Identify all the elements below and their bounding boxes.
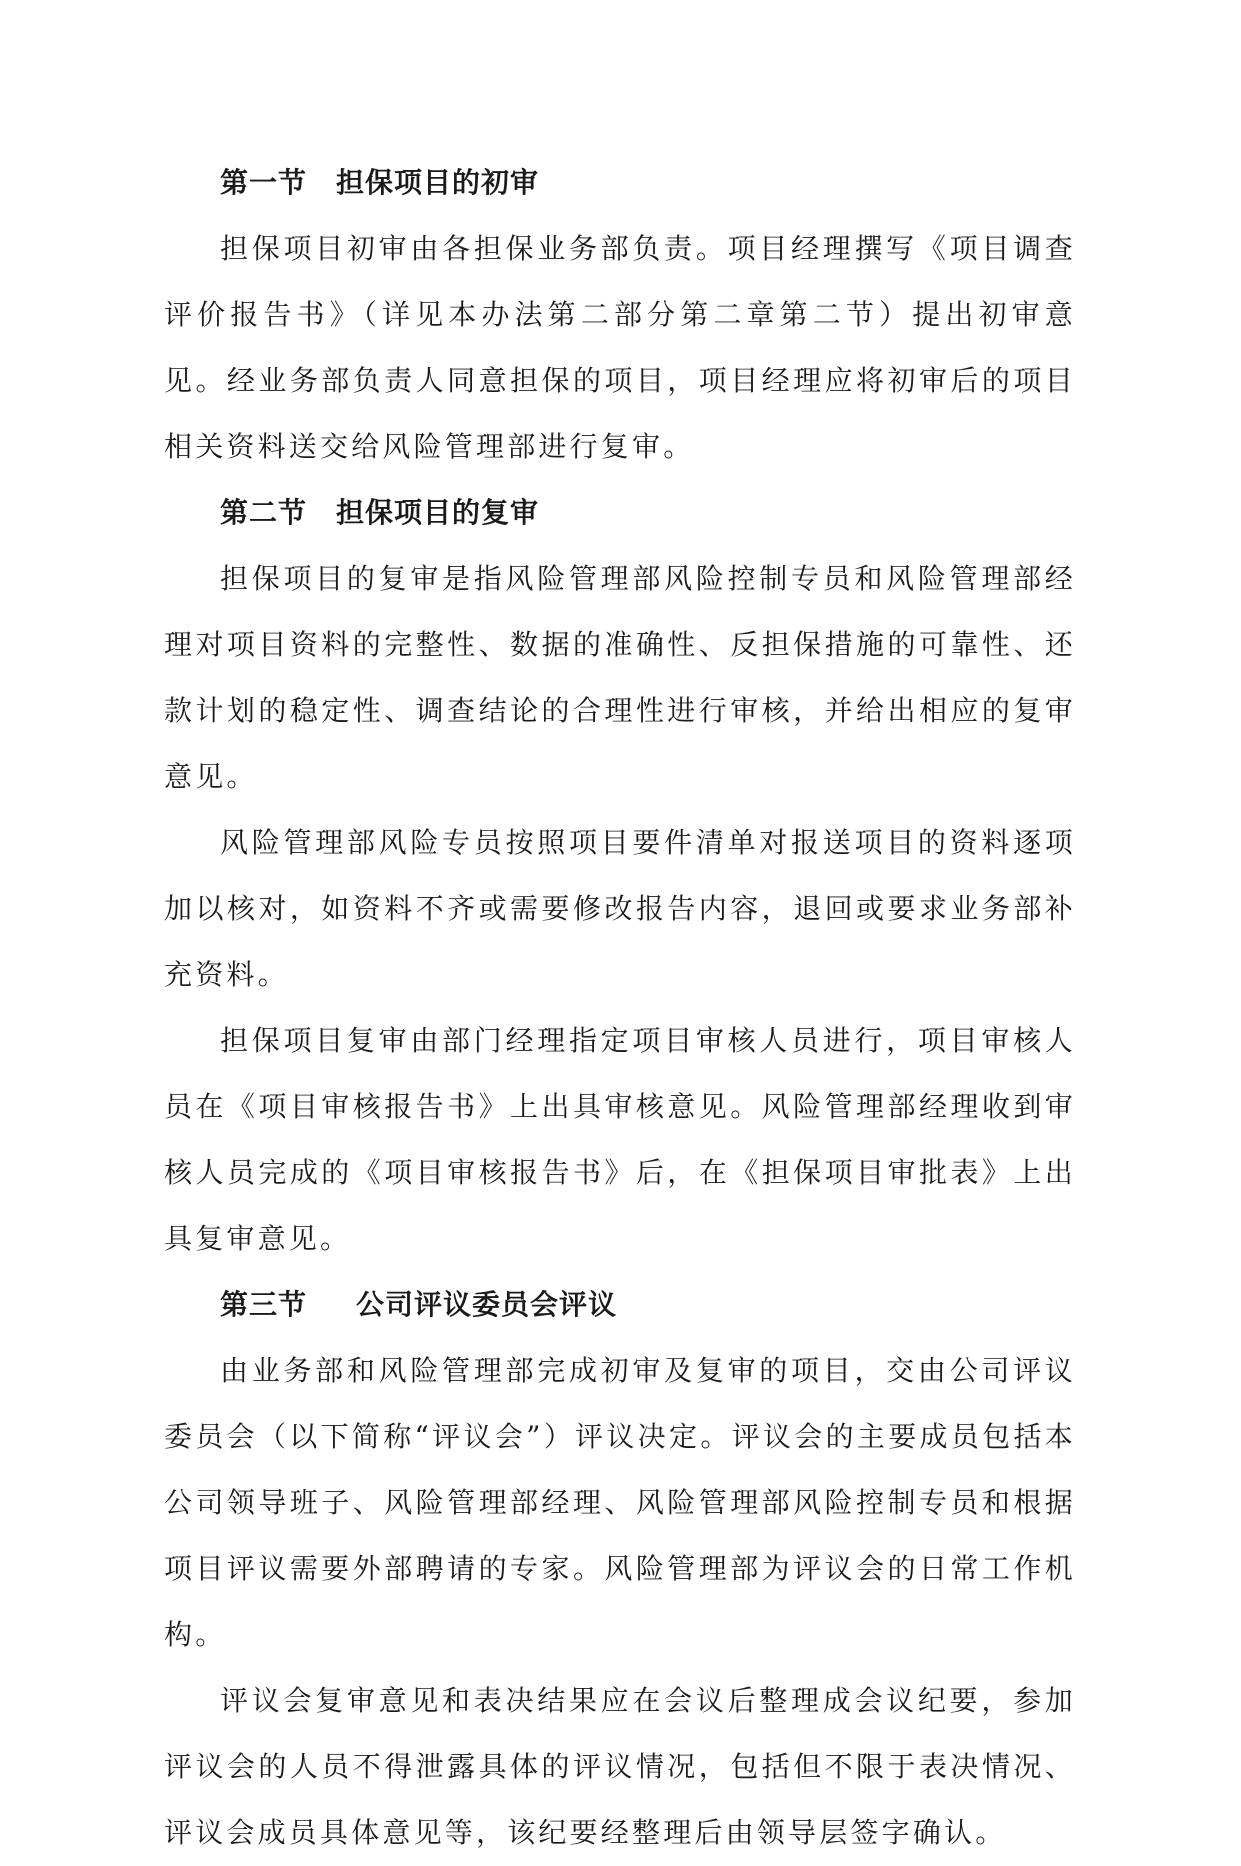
section-heading-1 [164, 150, 1076, 216]
paragraph: 风险管理部风险专员按照项目要件清单对报送项目的资料逐项加以核对，如资料不齐或需要修改报告内容，退回或要求业务部补充资料。 [164, 826, 1076, 991]
section-heading-3 [164, 1272, 1076, 1338]
section-heading-2 [164, 480, 1076, 546]
section-title: 公司评议委员会评议 [356, 1288, 618, 1321]
section-number: 第二节 [220, 496, 308, 529]
section-title: 担保项目的复审 [336, 496, 540, 529]
paragraph: 由业务部和风险管理部完成初审及复审的项目，交由公司评议委员会（以下简称“评议会”）评议决定。评议会的主要成员包括本公司领导班子、风险管理部经理、风险管理部风险控制专员和根据项目评议需要外部聘请的专家。风险管理部为评议会的日常工作机构。 [164, 1354, 1076, 1651]
paragraph: 评议会复审意见和表决结果应在会议后整理成会议纪要，参加评议会的人员不得泄露具体的评议情况，包括但不限于表决情况、评议会成员具体意见等，该纪要经整理后由领导层签字确认。 [164, 1684, 1076, 1849]
section-number: 第三节 [220, 1288, 308, 1321]
section-number: 第一节 [220, 166, 308, 199]
paragraph: 担保项目复审由部门经理指定项目审核人员进行，项目审核人员在《项目审核报告书》上出具审核意见。风险管理部经理收到审核人员完成的《项目审核报告书》后，在《担保项目审批表》上出具复审意见。 [164, 1024, 1076, 1255]
section-title: 担保项目的初审 [336, 166, 540, 199]
paragraph: 担保项目初审由各担保业务部负责。项目经理撰写《项目调查评价报告书》（详见本办法第二部分第二章第二节）提出初审意见。经业务部负责人同意担保的项目，项目经理应将初审后的项目相关资料送交给风险管理部进行复审。 [164, 232, 1076, 463]
document-page [164, 150, 1076, 1866]
paragraph: 担保项目的复审是指风险管理部风险控制专员和风险管理部经理对项目资料的完整性、数据的准确性、反担保措施的可靠性、还款计划的稳定性、调查结论的合理性进行审核，并给出相应的复审意见。 [164, 562, 1076, 793]
